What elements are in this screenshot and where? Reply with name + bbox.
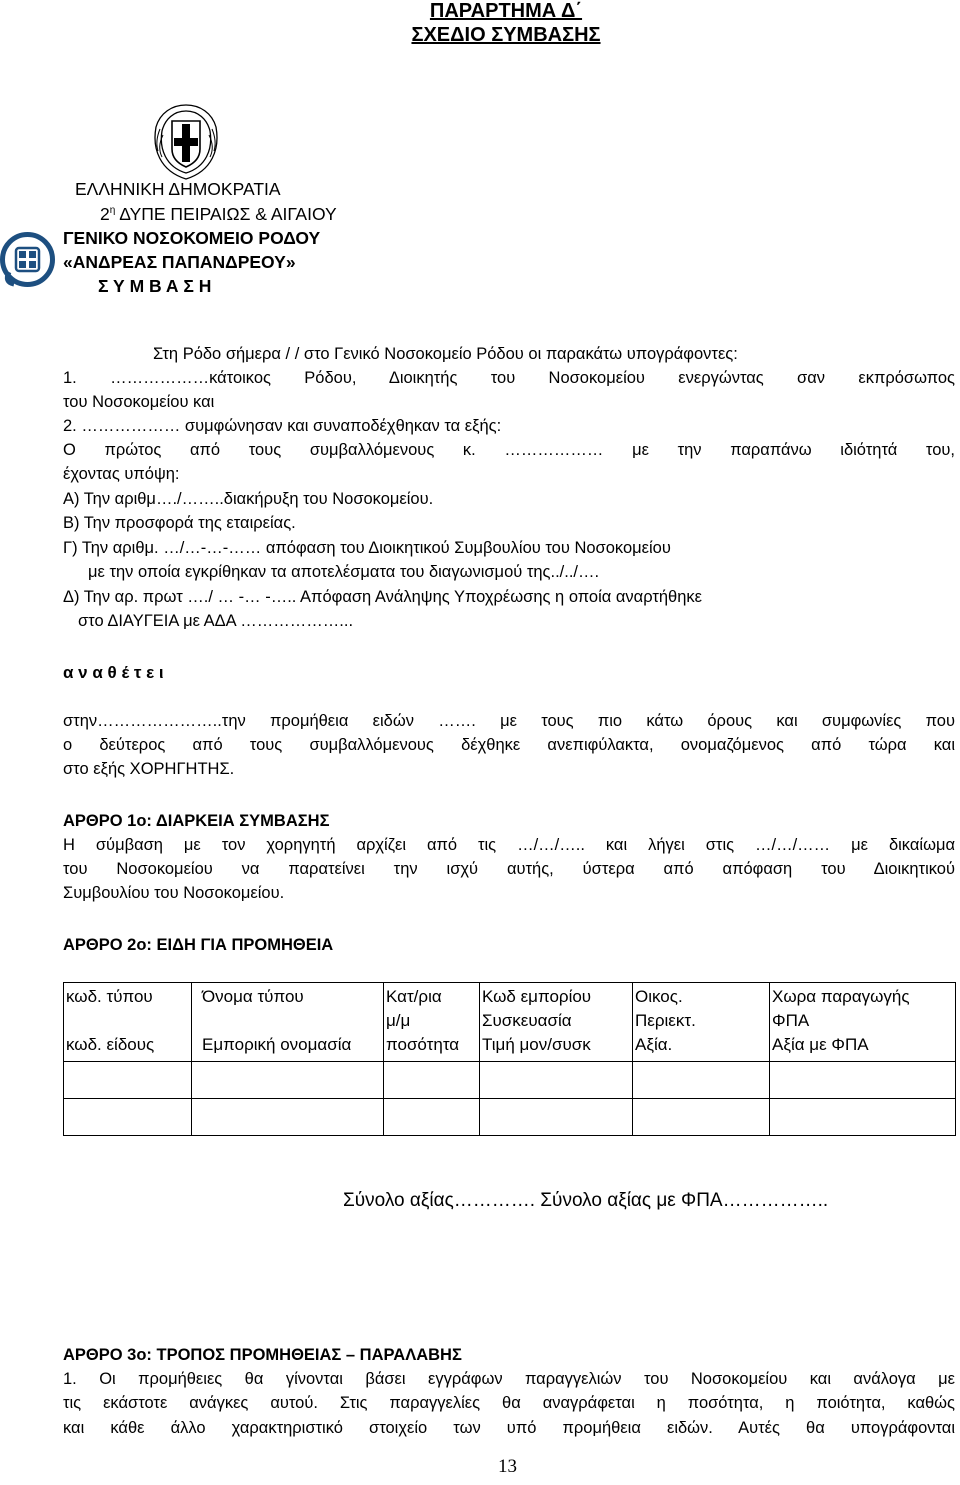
items-table-cell — [192, 1099, 384, 1136]
article-1-line: Συμβουλίου του Νοσοκομείου. — [63, 884, 285, 902]
article-3-title: ΑΡΘΡΟ 3ο: ΤΡΟΠΟΣ ΠΡΟΜΗΘΕΙΑΣ – ΠΑΡΑΛΑΒΗΣ — [63, 1346, 462, 1364]
items-table-header-cell: Κωδ εμπορίου Συσκευασία Τιμή μον/συσκ — [480, 983, 633, 1062]
items-table-empty-row — [64, 1062, 956, 1099]
contract-draft-title: ΣΧΕΔΙΟ ΣΥΜΒΑΣΗΣ — [411, 24, 601, 46]
article-3-line: τις εκάστοτε ανάγκες αυτού. Στις παραγγελίες θα αναγράφεται η ποσότητα, η ποιότητα, καθώς — [63, 1394, 955, 1412]
header-hospital-name: ΓΕΝΙΚΟ ΝΟΣΟΚΟΜΕΙΟ ΡΟΔΟΥ — [63, 228, 321, 248]
items-table-header-cell: Όνομα τύπου Εμπορική ονομασία — [192, 983, 384, 1062]
intro-item-d-cont: στο ΔΙΑΥΓΕΙΑ με ΑΔΑ ………………... — [78, 612, 354, 630]
intro-item-d: Δ) Την αρ. πρωτ …./ … -… -….. Απόφαση Ανάληψης Υποχρέωσης η οποία αναρτήθηκε — [63, 588, 703, 606]
assign-line: ο δεύτερος από τους συμβαλλόμενους δέχθηκε ανεπιφύλακτα, ονομαζόμενος από τώρα και — [63, 736, 955, 754]
article-1-line: του Νοσοκομείου να παρατείνει την ισχύ αυτής, ύστερα από απόφαση του Διοικητικού — [63, 860, 955, 878]
items-table-cell — [770, 1099, 956, 1136]
items-table-header-cell: Χωρα παραγωγής ΦΠΑ Αξία με ΦΠΑ — [770, 983, 956, 1062]
header-contract-label: Σ Υ Μ Β Α Σ Η — [98, 276, 212, 296]
hospital-logo-icon — [0, 232, 55, 287]
items-table-cell — [192, 1062, 384, 1099]
intro-line: Ο πρώτος από τους συμβαλλόμενους κ. ……………… με την παραπάνω ιδιότητά του, — [63, 441, 955, 459]
intro-line: 2. ……………… συμφώνησαν και συναποδέχθηκαν τα εξής: — [63, 417, 502, 435]
article-1-line: Η σύμβαση με τον χορηγητή αρχίζει από τις …/…/….. και λήγει στις …/…/…… με δικαίωμα — [63, 836, 955, 854]
items-table-cell — [633, 1062, 770, 1099]
intro-item-c: Γ) Την αριθμ. …/…-…-…… απόφαση του Διοικητικού Συμβουλίου του Νοσοκομείου — [63, 539, 671, 557]
items-table-cell — [480, 1062, 633, 1099]
greek-state-emblem-icon — [146, 101, 226, 183]
items-table-empty-row — [64, 1099, 956, 1136]
items-table-header-cell: Κατ/ρια μ/μ ποσότητα — [384, 983, 480, 1062]
items-table-cell — [770, 1062, 956, 1099]
page-number: 13 — [498, 1456, 517, 1477]
header-republic: ΕΛΛΗΝΙΚΗ ΔΗΜΟΚΡΑΤΙΑ — [75, 179, 281, 199]
items-table-cell — [633, 1099, 770, 1136]
annex-title: ΠΑΡΑΡΤΗΜΑ Δ΄ — [429, 0, 583, 22]
items-table-cell — [384, 1062, 480, 1099]
header-health-region: $2^\eta$ ΔΥΠΕ ΠΕΙΡΑΙΩΣ & ΑΙΓΑΙΟΥ — [100, 204, 337, 224]
items-table-header-row — [64, 983, 956, 1062]
intro-line: έχοντας υπόψη: — [63, 465, 180, 483]
intro-item-b: Β) Την προσφορά της εταιρείας. — [63, 514, 296, 532]
assigns-heading: α ν α θ έ τ ε ι — [63, 663, 164, 682]
items-table-cell — [480, 1099, 633, 1136]
article-3-line: και κάθε άλλο χαρακτηριστικό στοιχείο των υπό προμήθεια ειδών. Αυτές θα υπογράφονται — [63, 1419, 955, 1437]
items-table-cell — [64, 1062, 192, 1099]
intro-item-a: Α) Την αριθμ…./……..διακήρυξη του Νοσοκομείου. — [63, 490, 434, 508]
article-2-title: ΑΡΘΡΟ 2ο: ΕΙΔΗ ΓΙΑ ΠΡΟΜΗΘΕΙΑ — [63, 936, 334, 954]
article-1-title: ΑΡΘΡΟ 1ο: ΔΙΑΡΚΕΙΑ ΣΥΜΒΑΣΗΣ — [63, 812, 330, 830]
items-table — [63, 982, 956, 1136]
items-table-header-cell: Οικος. Περιεκτ. Αξία. — [633, 983, 770, 1062]
items-table-cell — [64, 1099, 192, 1136]
intro-line: Στη Ρόδο σήμερα / / στο Γενικό Νοσοκομείο Ρόδου οι παρακάτω υπογράφοντες: — [153, 345, 738, 363]
totals-line: Σύνολο αξίας…………. Σύνολο αξίας με ΦΠΑ…………….. — [343, 1190, 829, 1211]
items-table-cell — [384, 1099, 480, 1136]
assign-line: στην…………………..την προμήθεια ειδών ……. με τους πιο κάτω όρους και συμφωνίες που — [63, 712, 955, 730]
article-3-line: 1. Οι προμήθειες θα γίνονται βάσει εγγράφων παραγγελιών του Νοσοκομείου και ανάλογα με — [63, 1370, 955, 1388]
assign-line: στο εξής ΧΟΡΗΓΗΤΗΣ. — [63, 760, 235, 778]
intro-item-c-cont: με την οποία εγκρίθηκαν τα αποτελέσματα του διαγωνισμού της../../…. — [88, 563, 600, 581]
items-table-header-cell: κωδ. τύπου κωδ. είδους — [64, 983, 192, 1062]
intro-line: του Νοσοκομείου και — [63, 393, 215, 411]
intro-line: 1. ………………κάτοικος Ρόδου, Διοικητής του Νοσοκομείου ενεργώντας σαν εκπρόσωπος — [63, 369, 955, 387]
header-hospital-subtitle: «ΑΝΔΡΕΑΣ ΠΑΠΑΝΔΡΕΟΥ» — [63, 252, 296, 272]
